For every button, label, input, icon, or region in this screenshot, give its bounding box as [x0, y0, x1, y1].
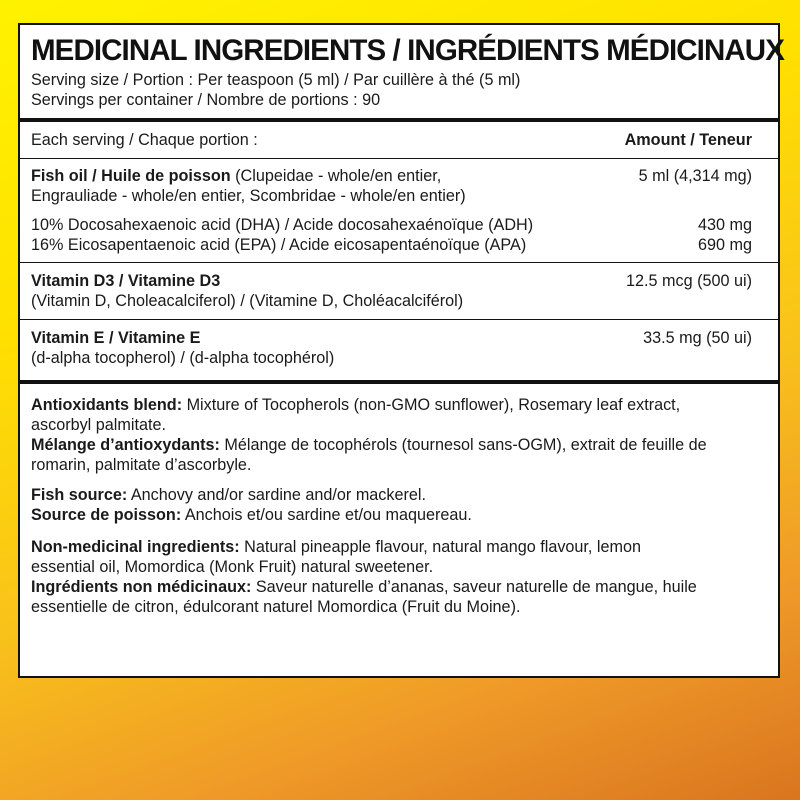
notes-section — [31, 395, 767, 617]
fish-oil-amount: 5 ml (4,314 mg) — [638, 167, 752, 185]
epa-amount: 690 mg — [698, 236, 752, 254]
antioxidants-en-text: Mixture of Tocopherols (non-GMO sunflower), Rosemary leaf extract, — [182, 396, 681, 414]
fish-oil-name: Fish oil / Huile de poisson — [31, 167, 231, 185]
fish-source-fr-text: Anchois et/ou sardine et/ou maquereau. — [181, 506, 472, 524]
antioxidants-en-label: Antioxidants blend: — [31, 396, 183, 414]
column-header-row — [31, 122, 767, 158]
antioxidants-en-text-cont: ascorbyl palmitate. — [31, 416, 166, 434]
fish-source-en-label: Fish source: — [31, 486, 128, 504]
vitamin-d3-name: Vitamin D3 / Vitamine D3 — [31, 272, 221, 290]
vitamin-d3-amount: 12.5 mcg (500 ui) — [626, 272, 752, 290]
non-medicinal-en-label: Non-medicinal ingredients: — [31, 538, 240, 556]
non-medicinal-en-text-cont: essential oil, Momordica (Monk Fruit) natural sweetener. — [31, 558, 434, 576]
fish-source-fr-label: Source de poisson: — [31, 506, 182, 524]
column-header-amount: Amount / Teneur — [624, 130, 752, 149]
antioxidants-fr-text-cont: romarin, palmitate d’ascorbyle. — [31, 456, 252, 474]
ingredient-vitamin-d3 — [31, 271, 767, 311]
supplement-facts-panel — [18, 23, 784, 678]
vitamin-d3-desc: (Vitamin D, Choleacalciferol) / (Vitamine D, Choléacalciférol) — [31, 292, 464, 310]
dha-amount: 430 mg — [698, 216, 752, 234]
dha-label: 10% Docosahexaenoic acid (DHA) / Acide docosahexaénoïque (ADH) — [31, 216, 534, 234]
non-medicinal-fr-label: Ingrédients non médicinaux: — [31, 578, 252, 596]
fish-oil-desc-line2: Engrauliade - whole/en entier, Scombridae - whole/en entier) — [31, 187, 466, 205]
antioxidants-fr-text: Mélange de tocophérols (tournesol sans-OGM), extrait de feuille de — [219, 436, 707, 454]
vitamin-e-amount: 33.5 mg (50 ui) — [643, 329, 752, 347]
vitamin-e-name: Vitamin E / Vitamine E — [31, 329, 201, 347]
fish-oil-desc-line1: (Clupeidae - whole/en entier, — [230, 167, 442, 185]
serving-size: Serving size / Portion : Per teaspoon (5 ml) / Par cuillère à thé (5 ml) — [31, 71, 521, 89]
panel-title: MEDICINAL INGREDIENTS / INGRÉDIENTS MÉDICINAUX — [31, 34, 784, 67]
epa-label: 16% Eicosapentaenoic acid (EPA) / Acide eicosapentaénoïque (APA) — [31, 236, 527, 254]
antioxidants-fr-label: Mélange d’antioxydants: — [31, 436, 220, 454]
ingredient-vitamin-e — [31, 328, 767, 368]
non-medicinal-en-text: Natural pineapple flavour, natural mango flavour, lemon — [239, 538, 642, 556]
non-medicinal-fr-text: Saveur naturelle d’ananas, saveur naturelle de mangue, huile — [251, 578, 697, 596]
ingredient-fish-oil — [31, 166, 767, 255]
non-medicinal-fr-text-cont: essentielle de citron, édulcorant naturel Momordica (Fruit du Moine). — [31, 598, 521, 616]
column-header-serving: Each serving / Chaque portion : — [31, 131, 258, 149]
servings-per-container: Servings per container / Nombre de portions : 90 — [31, 91, 381, 109]
fish-source-en-text: Anchovy and/or sardine and/or mackerel. — [127, 486, 426, 504]
vitamin-e-desc: (d-alpha tocopherol) / (d-alpha tocophérol) — [31, 349, 335, 367]
